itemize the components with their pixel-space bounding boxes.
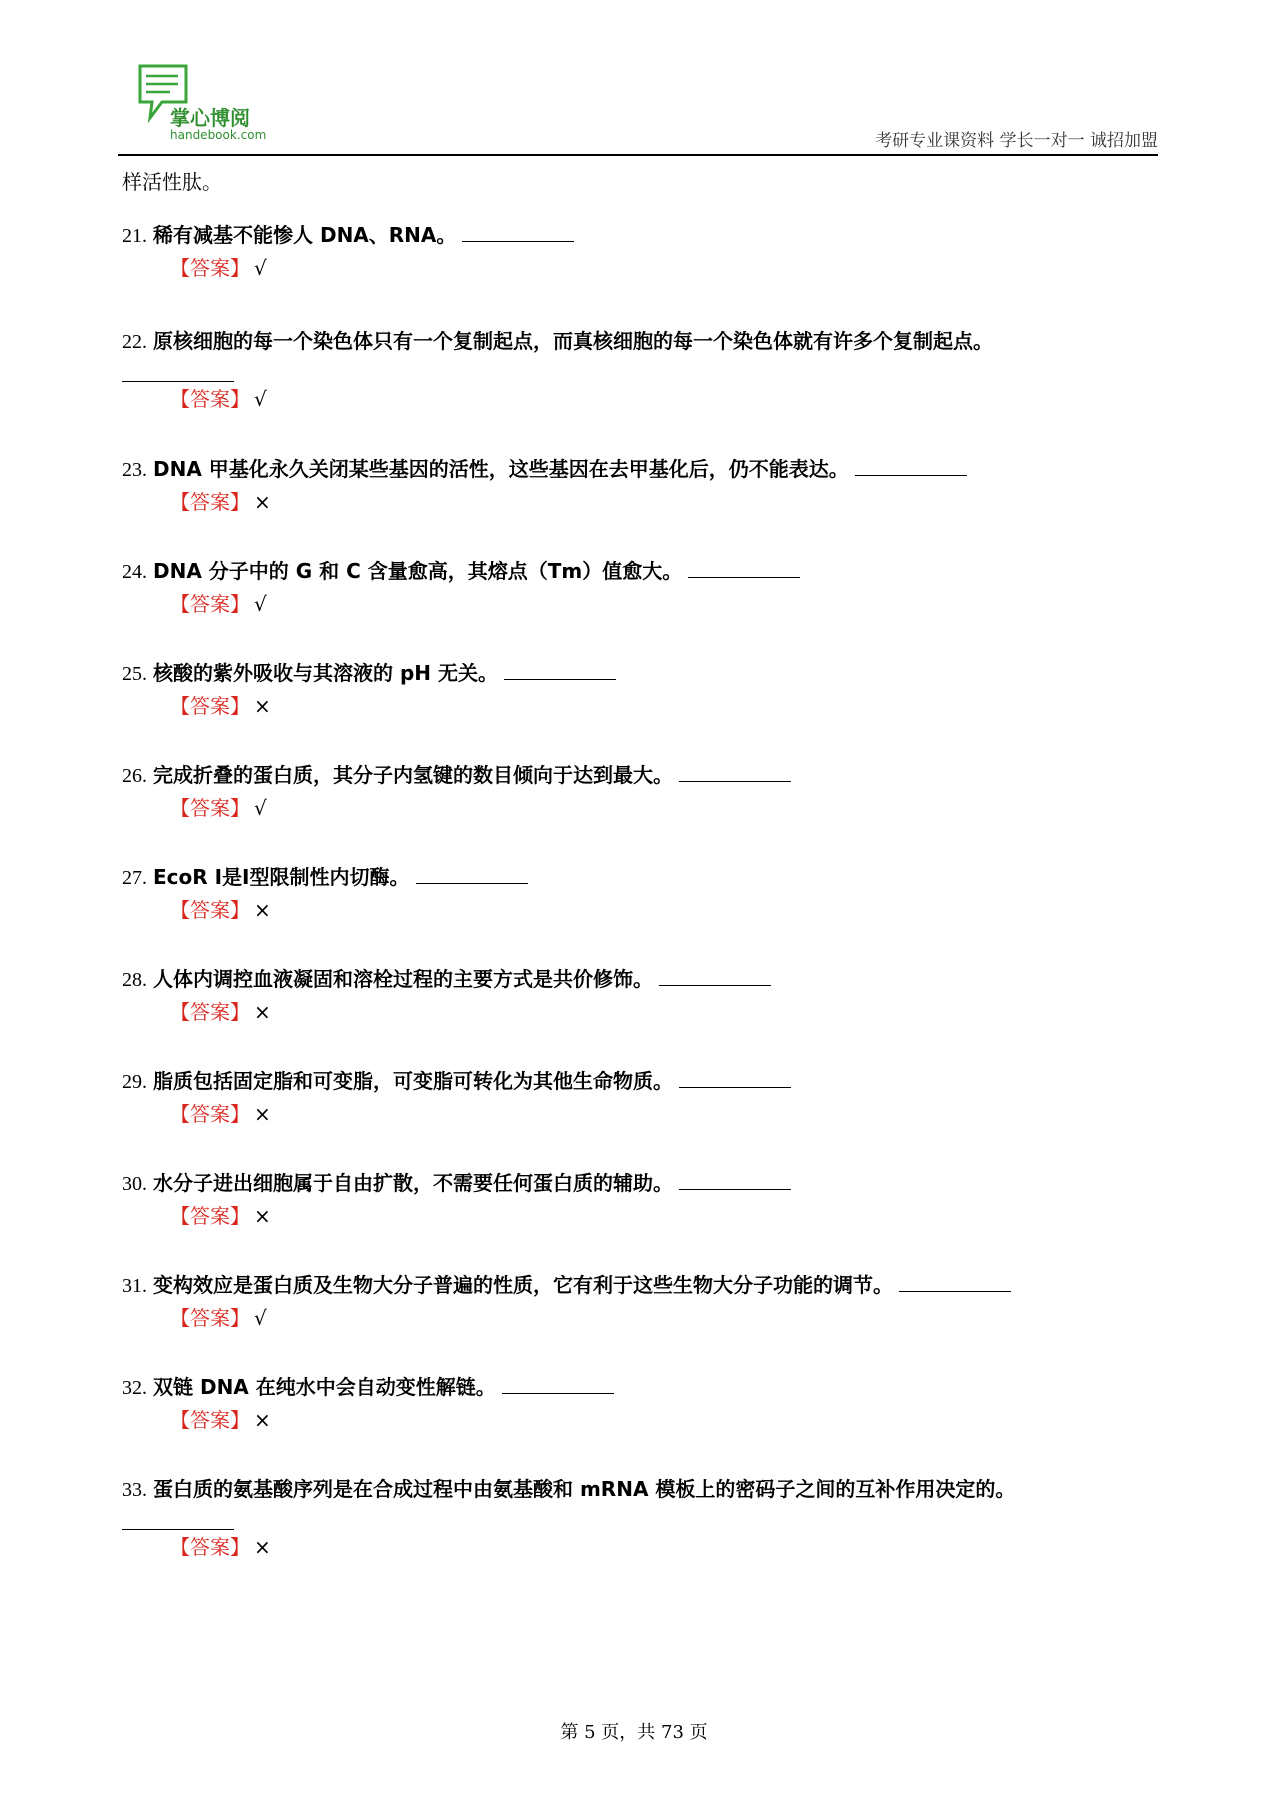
answer-blank	[502, 1373, 614, 1394]
header-divider	[118, 154, 1158, 156]
answer-label: 【答案】	[170, 592, 250, 616]
answer-label: 【答案】	[170, 1204, 250, 1228]
answer-value: ×	[254, 1408, 271, 1432]
question-text: 双链 DNA 在纯水中会自动变性解链。	[153, 1375, 496, 1399]
question-text: 完成折叠的蛋白质，其分子内氢键的数目倾向于达到最大。	[153, 763, 673, 787]
question-number: 29.	[122, 1071, 147, 1093]
question-item	[122, 964, 1162, 1029]
question-text: 稀有减基不能惨人 DNA、RNA。	[153, 223, 457, 247]
question-number: 28.	[122, 969, 147, 991]
answer	[170, 1403, 1162, 1437]
continuation-text: 样活性肽。	[122, 170, 222, 194]
answer-label: 【答案】	[170, 1102, 250, 1126]
question-item	[122, 1270, 1162, 1335]
answer	[170, 382, 1162, 416]
question-text: 人体内调控血液凝固和溶栓过程的主要方式是共价修饰。	[153, 967, 653, 991]
question-item	[122, 1372, 1162, 1437]
question-text: 原核细胞的每一个染色体只有一个复制起点，而真核细胞的每一个染色体就有许多个复制起点。	[153, 329, 993, 353]
question-item	[122, 1168, 1162, 1233]
answer-label: 【答案】	[170, 387, 250, 411]
question-item	[122, 1066, 1162, 1131]
answer-value: √	[254, 796, 267, 820]
answer-blank	[122, 361, 234, 382]
answer-blank	[899, 1271, 1011, 1292]
question-item	[122, 1474, 1162, 1564]
answer-label: 【答案】	[170, 1306, 250, 1330]
page-footer: 第 5 页，共 73 页	[560, 1722, 708, 1743]
answer	[170, 893, 1162, 927]
question-number: 33.	[122, 1479, 147, 1501]
answer-label: 【答案】	[170, 1535, 250, 1559]
question-number: 30.	[122, 1173, 147, 1195]
question-text: 脂质包括固定脂和可变脂，可变脂可转化为其他生命物质。	[153, 1069, 673, 1093]
question-number: 25.	[122, 663, 147, 685]
answer	[170, 485, 1162, 519]
answer-label: 【答案】	[170, 1000, 250, 1024]
answer-label: 【答案】	[170, 256, 250, 280]
question-number: 26.	[122, 765, 147, 787]
answer-blank	[122, 1509, 234, 1530]
answer-blank	[688, 557, 800, 578]
question-number: 27.	[122, 867, 147, 889]
question-number: 24.	[122, 561, 147, 583]
question-text: 变构效应是蛋白质及生物大分子普遍的性质，它有利于这些生物大分子功能的调节。	[153, 1273, 893, 1297]
answer-value: ×	[254, 898, 271, 922]
answer-blank	[462, 221, 574, 242]
answer-value: ×	[254, 1535, 271, 1559]
answer-blank	[679, 761, 791, 782]
question-item	[122, 862, 1162, 927]
question-number: 31.	[122, 1275, 147, 1297]
answer	[170, 1097, 1162, 1131]
answer-label: 【答案】	[170, 796, 250, 820]
answer-blank	[416, 863, 528, 884]
question-item	[122, 556, 1162, 621]
page-header	[118, 58, 1158, 156]
answer-blank	[659, 965, 771, 986]
question-number: 32.	[122, 1377, 147, 1399]
answer-blank	[855, 455, 967, 476]
answer-value: ×	[254, 1000, 271, 1024]
question-text: 核酸的紫外吸收与其溶液的 pH 无关。	[153, 661, 498, 685]
answer-value: ×	[254, 1204, 271, 1228]
answer-label: 【答案】	[170, 1408, 250, 1432]
question-item	[122, 454, 1162, 519]
question-text: EcoR Ⅰ是Ⅰ型限制性内切酶。	[153, 865, 410, 889]
question-item	[122, 760, 1162, 825]
logo-text: 掌心博阅	[170, 106, 250, 130]
answer-blank	[679, 1067, 791, 1088]
answer	[170, 689, 1162, 723]
question-text: DNA 甲基化永久关闭某些基因的活性，这些基因在去甲基化后，仍不能表达。	[153, 457, 849, 481]
question-text: 水分子进出细胞属于自由扩散，不需要任何蛋白质的辅助。	[153, 1171, 673, 1195]
answer-value: √	[254, 1306, 267, 1330]
question-number: 21.	[122, 225, 147, 247]
question-item	[122, 326, 1162, 416]
answer-label: 【答案】	[170, 898, 250, 922]
answer	[170, 587, 1162, 621]
answer	[170, 1301, 1162, 1335]
logo-domain: handebook.com	[170, 128, 267, 142]
answer-label: 【答案】	[170, 694, 250, 718]
answer-label: 【答案】	[170, 490, 250, 514]
answer-value: √	[254, 256, 267, 280]
answer	[170, 1530, 1162, 1564]
answer-value: ×	[254, 1102, 271, 1126]
answer-value: √	[254, 592, 267, 616]
answer-blank	[504, 659, 616, 680]
answer	[170, 791, 1162, 825]
question-item	[122, 658, 1162, 723]
header-slogan: 考研专业课资料 学长一对一 诚招加盟	[875, 131, 1158, 151]
answer-value: ×	[254, 490, 271, 514]
answer	[170, 1199, 1162, 1233]
question-text: DNA 分子中的 G 和 C 含量愈高，其熔点（Tm）值愈大。	[153, 559, 683, 583]
answer	[170, 251, 1162, 285]
question-text: 蛋白质的氨基酸序列是在合成过程中由氨基酸和 mRNA 模板上的密码子之间的互补作用决定的。	[153, 1477, 1016, 1501]
answer-value: ×	[254, 694, 271, 718]
answer-value: √	[254, 387, 267, 411]
question-item	[122, 220, 1162, 285]
answer-blank	[679, 1169, 791, 1190]
answer	[170, 995, 1162, 1029]
question-number: 22.	[122, 331, 147, 353]
question-number: 23.	[122, 459, 147, 481]
